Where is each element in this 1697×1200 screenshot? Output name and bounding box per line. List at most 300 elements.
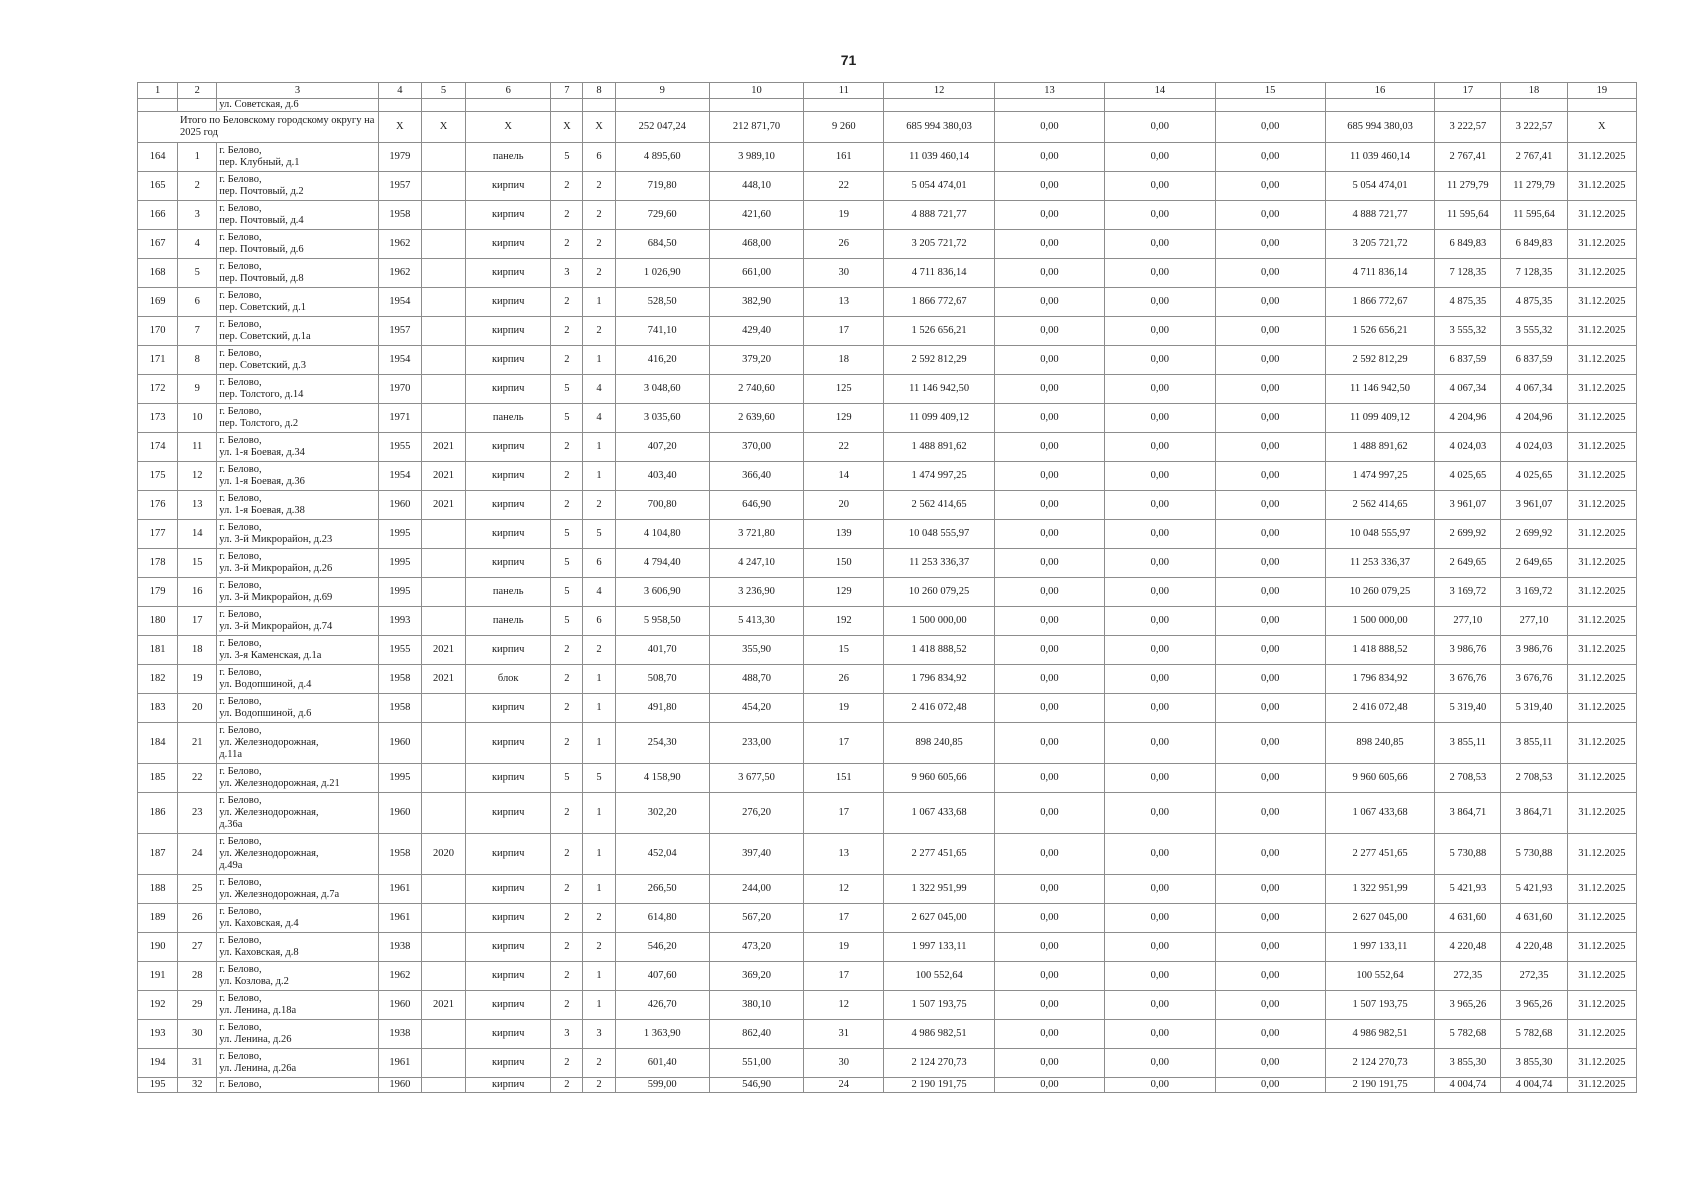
total-cell: 252 047,24 [615,112,709,143]
table-cell: 5 054 474,01 [884,172,994,201]
table-cell: 5 782,68 [1501,1020,1567,1049]
table-cell: 19 [804,201,884,230]
row-number-cell: 184 [138,723,178,764]
table-cell: 6 [583,549,615,578]
table-cell: 24 [804,1078,884,1093]
address-cell [217,694,379,723]
row-number-cell: 181 [138,636,178,665]
table-cell: 0,00 [1105,793,1215,834]
table-row [138,404,1637,433]
table-cell: 1 [583,962,615,991]
table-cell: 0,00 [1105,520,1215,549]
address-cell [217,1078,379,1093]
table-cell: 11 099 409,12 [1325,404,1434,433]
table-cell: 3 989,10 [709,143,803,172]
table-cell: 5 730,88 [1501,834,1567,875]
table-cell: 0,00 [1215,1078,1325,1093]
table-cell: 2 649,65 [1501,549,1567,578]
address-line: пер. Советский, д.1а [219,331,311,342]
table-cell: 0,00 [1105,636,1215,665]
table-cell: 1960 [378,793,421,834]
table-cell: 6 849,83 [1435,230,1501,259]
table-cell: 2 [583,904,615,933]
table-cell: 3 961,07 [1501,491,1567,520]
table-row [138,607,1637,636]
table-cell: 1 026,90 [615,259,709,288]
address-cell [217,1049,379,1078]
row-number-cell: 164 [138,143,178,172]
row-number-cell: 176 [138,491,178,520]
table-cell: кирпич [466,991,551,1020]
table-cell: 1 866 772,67 [884,288,994,317]
table-cell: 2 [583,259,615,288]
table-cell: 22 [804,172,884,201]
table-cell: 4 204,96 [1435,404,1501,433]
table-cell: 0,00 [1215,1020,1325,1049]
row-number-cell: 183 [138,694,178,723]
table-cell [421,764,465,793]
table-cell: 407,60 [615,962,709,991]
address-cell [217,230,379,259]
address-line: г. Белово, [219,638,262,649]
table-cell: 2 562 414,65 [884,491,994,520]
table-cell: 1960 [378,1078,421,1093]
address-line: г. Белово, [219,1079,262,1090]
table-cell: 2 [551,172,583,201]
table-cell: 0,00 [1215,636,1325,665]
table-cell: 0,00 [994,201,1104,230]
column-number-header: 19 [1567,83,1636,99]
table-cell: 3 721,80 [709,520,803,549]
row-number-cell: 167 [138,230,178,259]
table-cell: 1 488 891,62 [1325,433,1434,462]
table-cell: 4 711 836,14 [884,259,994,288]
table-cell: 719,80 [615,172,709,201]
address-cell [217,259,379,288]
table-row [138,665,1637,694]
table-cell: 1 526 656,21 [884,317,994,346]
table-cell: 2 [551,793,583,834]
table-cell: 2 [551,230,583,259]
table-cell: 614,80 [615,904,709,933]
address-line: г. Белово, [219,766,262,777]
table-cell: 10 048 555,97 [1325,520,1434,549]
address-line: ул. 3-й Микрорайон, д.23 [219,534,333,545]
table-cell: 0,00 [1215,962,1325,991]
table-cell: 898 240,85 [1325,723,1434,764]
table-cell: 1 067 433,68 [884,793,994,834]
table-cell [421,346,465,375]
table-cell: 3 677,50 [709,764,803,793]
address-line: ул. Железнодорожная, [219,737,319,748]
address-line: ул. Ленина, д.26 [219,1034,292,1045]
address-cell [217,433,379,462]
column-number-header: 2 [178,83,217,99]
table-cell: кирпич [466,1078,551,1093]
address-line: г. Белово, [219,836,262,847]
table-cell [421,607,465,636]
table-cell: 448,10 [709,172,803,201]
table-cell: 0,00 [1105,933,1215,962]
table-cell: 2 [583,933,615,962]
row-number-cell: 179 [138,578,178,607]
item-number-cell: 14 [178,520,217,549]
table-cell: 601,40 [615,1049,709,1078]
item-number-cell: 24 [178,834,217,875]
table-cell: 2 277 451,65 [884,834,994,875]
table-row [138,636,1637,665]
table-cell: 1958 [378,665,421,694]
table-cell: 0,00 [1105,1049,1215,1078]
table-cell: 2 124 270,73 [1325,1049,1434,1078]
column-number-header: 1 [138,83,178,99]
table-cell: кирпич [466,549,551,578]
table-cell: 380,10 [709,991,803,1020]
table-cell: 3 676,76 [1435,665,1501,694]
address-line: пер. Почтовый, д.2 [219,186,304,197]
table-cell: 11 099 409,12 [884,404,994,433]
table-cell: 2021 [421,433,465,462]
address-line: ул. 3-я Каменская, д.1а [219,650,322,661]
table-cell: 403,40 [615,462,709,491]
table-cell: 5 [551,404,583,433]
table-cell: 1 418 888,52 [884,636,994,665]
row-number-cell: 194 [138,1049,178,1078]
item-number-cell: 30 [178,1020,217,1049]
item-number-cell: 11 [178,433,217,462]
table-cell: 0,00 [994,1078,1104,1093]
address-cell [217,346,379,375]
table-cell: 1958 [378,694,421,723]
table-cell: 11 279,79 [1501,172,1567,201]
total-cell: 685 994 380,03 [1325,112,1434,143]
table-cell: 0,00 [994,793,1104,834]
item-number-cell: 23 [178,793,217,834]
table-cell: кирпич [466,172,551,201]
table-cell: 1995 [378,549,421,578]
item-number-cell: 17 [178,607,217,636]
address-line: г. Белово, [219,795,262,806]
item-number-cell: 28 [178,962,217,991]
table-cell: 3 048,60 [615,375,709,404]
table-cell: 2 416 072,48 [884,694,994,723]
table-cell: 1 474 997,25 [884,462,994,491]
table-cell: 4 [583,375,615,404]
item-number-cell: 26 [178,904,217,933]
total-cell: 0,00 [1105,112,1215,143]
table-cell: 1 997 133,11 [1325,933,1434,962]
row-number-cell: 195 [138,1078,178,1093]
table-cell: 2 [551,991,583,1020]
table-cell: 2 [551,694,583,723]
table-cell: 100 552,64 [884,962,994,991]
table-cell: 700,80 [615,491,709,520]
table-cell: 0,00 [1105,875,1215,904]
table-cell: кирпич [466,764,551,793]
total-cell: 3 222,57 [1435,112,1501,143]
table-cell: 31.12.2025 [1567,172,1636,201]
table-cell: 2 [551,288,583,317]
table-cell: 11 146 942,50 [1325,375,1434,404]
table-cell: 0,00 [1105,665,1215,694]
table-cell: 0,00 [1105,462,1215,491]
table-cell: 3 035,60 [615,404,709,433]
table-cell: 10 260 079,25 [884,578,994,607]
table-cell: 6 837,59 [1435,346,1501,375]
table-cell: панель [466,404,551,433]
table-cell [421,578,465,607]
table-cell: 22 [804,433,884,462]
table-cell: 0,00 [994,1049,1104,1078]
table-cell: 0,00 [1215,793,1325,834]
table-cell: 3 169,72 [1435,578,1501,607]
table-cell: 30 [804,1049,884,1078]
address-line: ул. Козлова, д.2 [219,976,289,987]
table-cell: 2021 [421,491,465,520]
table-cell: 31.12.2025 [1567,404,1636,433]
table-cell: 4 104,80 [615,520,709,549]
table-cell: 1 363,90 [615,1020,709,1049]
table-cell: кирпич [466,375,551,404]
column-number-header: 4 [378,83,421,99]
table-cell: 192 [804,607,884,636]
column-number-header: 8 [583,83,615,99]
table-cell: 5 413,30 [709,607,803,636]
total-cell: 0,00 [994,112,1104,143]
table-cell: 0,00 [994,317,1104,346]
address-cell [217,375,379,404]
item-number-cell: 16 [178,578,217,607]
table-row [138,462,1637,491]
item-number-cell: 18 [178,636,217,665]
table-cell: 31.12.2025 [1567,834,1636,875]
total-cell: X [551,112,583,143]
table-cell: 2 699,92 [1501,520,1567,549]
table-cell: 1 526 656,21 [1325,317,1434,346]
table-cell: 3 855,30 [1501,1049,1567,1078]
table-cell: 3 555,32 [1435,317,1501,346]
table-cell [421,172,465,201]
table-cell: 1962 [378,230,421,259]
table-cell: 2020 [421,834,465,875]
item-number-cell: 31 [178,1049,217,1078]
table-cell: 6 849,83 [1501,230,1567,259]
table-cell: 4 004,74 [1435,1078,1501,1093]
row-number-cell: 172 [138,375,178,404]
table-row [138,143,1637,172]
total-cell: 0,00 [1215,112,1325,143]
table-cell: 17 [804,317,884,346]
table-cell [421,549,465,578]
table-cell: 139 [804,520,884,549]
table-cell: 4 158,90 [615,764,709,793]
table-cell: 0,00 [1105,433,1215,462]
column-number-header: 15 [1215,83,1325,99]
total-cell: X [1567,112,1636,143]
table-cell: 0,00 [1215,549,1325,578]
table-cell: 1971 [378,404,421,433]
table-cell: 0,00 [1105,201,1215,230]
table-cell: 661,00 [709,259,803,288]
table-cell: 1962 [378,259,421,288]
table-cell: 31.12.2025 [1567,230,1636,259]
table-cell: 2 [583,491,615,520]
total-cell: 685 994 380,03 [884,112,994,143]
item-number-cell: 21 [178,723,217,764]
table-cell: 3 986,76 [1435,636,1501,665]
table-cell: 5 [583,520,615,549]
row-number-cell: 191 [138,962,178,991]
address-line: г. Белово, [219,290,262,301]
table-cell: 0,00 [1215,578,1325,607]
table-cell: 1970 [378,375,421,404]
table-cell: кирпич [466,1049,551,1078]
item-number-cell: 25 [178,875,217,904]
address-cell [217,143,379,172]
table-cell: 429,40 [709,317,803,346]
table-cell: 10 260 079,25 [1325,578,1434,607]
table-cell: 2 [583,201,615,230]
table-cell: 2021 [421,636,465,665]
table-cell: 100 552,64 [1325,962,1434,991]
table-cell: 233,00 [709,723,803,764]
address-line: г. Белово, [219,377,262,388]
table-cell: 1955 [378,636,421,665]
table-cell: 1 [583,665,615,694]
table-cell: 19 [804,933,884,962]
table-cell: 2 [551,201,583,230]
table-cell: 2 699,92 [1435,520,1501,549]
table-cell: 31.12.2025 [1567,143,1636,172]
table-cell: 3 864,71 [1501,793,1567,834]
row-number-cell: 173 [138,404,178,433]
table-cell: 2 708,53 [1501,764,1567,793]
table-cell: 1 [583,793,615,834]
table-cell: 3 205 721,72 [884,230,994,259]
table-cell: кирпич [466,259,551,288]
table-cell: 31.12.2025 [1567,317,1636,346]
address-line: ул. Железнодорожная, д.21 [219,778,340,789]
table-cell [421,694,465,723]
table-cell: 0,00 [1105,1078,1215,1093]
table-cell: кирпич [466,875,551,904]
table-cell: 1938 [378,1020,421,1049]
table-cell: 3 676,76 [1501,665,1567,694]
table-cell: 1 322 951,99 [1325,875,1434,904]
column-number-header: 12 [884,83,994,99]
column-number-header: 7 [551,83,583,99]
table-cell: 11 146 942,50 [884,375,994,404]
table-cell: 468,00 [709,230,803,259]
table-cell: 0,00 [1105,694,1215,723]
table-cell: 18 [804,346,884,375]
table-cell: 3 236,90 [709,578,803,607]
table-cell: 2 [583,172,615,201]
address-line: г. Белово, [219,261,262,272]
address-cell [217,404,379,433]
table-cell: 1 [583,723,615,764]
row-number-cell: 188 [138,875,178,904]
total-row [138,112,1637,143]
table-cell: кирпич [466,962,551,991]
table-cell: 5 [551,578,583,607]
table-row [138,793,1637,834]
table-cell: 401,70 [615,636,709,665]
table-cell: 17 [804,962,884,991]
table-cell: 0,00 [1215,375,1325,404]
table-cell: 369,20 [709,962,803,991]
table-cell: 2 [551,875,583,904]
table-cell: 31.12.2025 [1567,962,1636,991]
table-cell: 397,40 [709,834,803,875]
row-number-cell: 175 [138,462,178,491]
table-cell: 0,00 [994,288,1104,317]
table-cell: 129 [804,578,884,607]
table-cell: 5 782,68 [1435,1020,1501,1049]
table-cell: 26 [804,230,884,259]
item-number-cell: 9 [178,375,217,404]
table-cell: 0,00 [1215,230,1325,259]
table-cell: 0,00 [1105,607,1215,636]
row-number-cell: 177 [138,520,178,549]
item-number-cell: 1 [178,143,217,172]
table-cell: 1 507 193,75 [1325,991,1434,1020]
address-cell [217,665,379,694]
table-cell: 1 [583,346,615,375]
table-cell: 12 [804,875,884,904]
table-cell: 31.12.2025 [1567,694,1636,723]
table-cell: 0,00 [994,834,1104,875]
address-cell [217,317,379,346]
table-cell: 0,00 [1105,549,1215,578]
table-cell: 3 961,07 [1435,491,1501,520]
table-cell: 2 [551,491,583,520]
table-cell: 254,30 [615,723,709,764]
table-cell: 1 500 000,00 [884,607,994,636]
table-cell: 0,00 [1105,375,1215,404]
address-line: ул. 3-й Микрорайон, д.26 [219,563,333,574]
table-cell: 1954 [378,346,421,375]
table-cell: 2 708,53 [1435,764,1501,793]
table-row [138,288,1637,317]
table-row [138,172,1637,201]
table-cell: кирпич [466,520,551,549]
table-cell: 1957 [378,172,421,201]
table-cell: кирпич [466,462,551,491]
address-line: г. Белово, [219,667,262,678]
table-cell: 272,35 [1501,962,1567,991]
column-number-header: 18 [1501,83,1567,99]
table-cell: 508,70 [615,665,709,694]
item-number-cell: 3 [178,201,217,230]
table-cell: панель [466,607,551,636]
address-line: г. Белово, [219,580,262,591]
table-cell: 2 [583,636,615,665]
address-line: г. Белово, [219,348,262,359]
total-cell: X [421,112,465,143]
address-cell [217,933,379,962]
row-number-cell: 192 [138,991,178,1020]
table-cell: 0,00 [1105,317,1215,346]
table-cell: 1 500 000,00 [1325,607,1434,636]
table-cell: 0,00 [994,962,1104,991]
item-number-cell: 5 [178,259,217,288]
address-cell [217,520,379,549]
table-cell: 4 220,48 [1501,933,1567,962]
table-cell: 7 128,35 [1435,259,1501,288]
table-cell [421,520,465,549]
address-line: г. Белово, [219,935,262,946]
